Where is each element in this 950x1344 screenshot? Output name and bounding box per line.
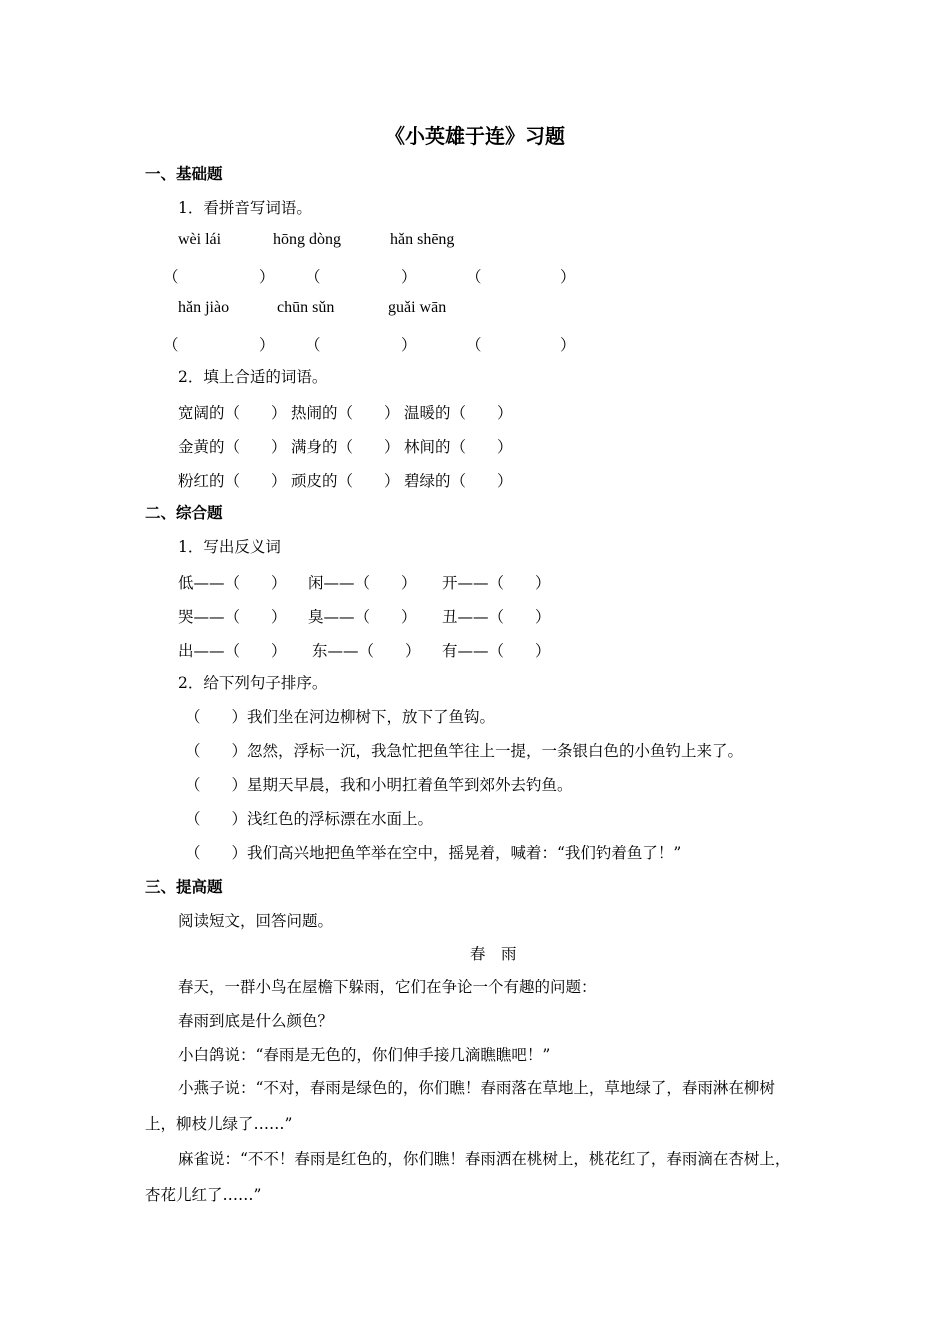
close-bracket: ） (259, 336, 275, 354)
open-bracket: （ (466, 336, 482, 354)
passage-paragraph: 春天，一群小鸟在屋檐下躲雨，它们在争论一个有趣的问题： (178, 978, 597, 996)
antonym-item: 开——（ ） (442, 574, 551, 592)
close-bracket: ） (560, 268, 576, 286)
fill-word-item: 满身的（ ） (291, 438, 400, 456)
close-bracket: ） (259, 268, 275, 286)
passage-paragraph: 小燕子说：“不对，春雨是绿色的，你们瞧！春雨落在草地上，草地绿了，春雨淋在柳树 (178, 1079, 775, 1097)
reading-intro: 阅读短文，回答问题。 (178, 912, 334, 930)
pinyin-item: hōng dòng (273, 231, 341, 248)
antonym-item: 闲——（ ） (308, 574, 417, 592)
fill-word-item: 金黄的（ ） (178, 438, 287, 456)
antonym-item: 臭——（ ） (308, 608, 417, 626)
pinyin-item: guǎi wān (388, 299, 447, 316)
page-title: 《小英雄于连》习题 (385, 124, 565, 148)
sentence-order-item: （ ）我们坐在河边柳树下，放下了鱼钩。 (185, 708, 496, 726)
fill-word-item: 粉红的（ ） (178, 472, 287, 490)
fill-word-item: 热闹的（ ） (291, 404, 400, 422)
passage-title: 春 雨 (470, 945, 517, 963)
antonym-item: 有——（ ） (442, 642, 551, 660)
fill-word-item: 顽皮的（ ） (291, 472, 400, 490)
pinyin-item: hǎn jiào (178, 299, 230, 316)
open-bracket: （ (163, 268, 179, 286)
section-heading-comprehensive: 二、综合题 (145, 503, 223, 522)
close-bracket: ） (560, 336, 576, 354)
pinyin-item: chūn sǔn (277, 299, 335, 316)
passage-paragraph: 小白鸽说：“春雨是无色的，你们伸手接几滴瞧瞧吧！” (178, 1046, 551, 1064)
open-bracket: （ (305, 336, 321, 354)
sentence-order-item: （ ）忽然，浮标一沉，我急忙把鱼竿往上一提，一条银白色的小鱼钓上来了。 (185, 742, 744, 760)
sentence-order-item: （ ）我们高兴地把鱼竿举在空中，摇晃着，喊着：“我们钓着鱼了！” (185, 844, 682, 862)
antonym-item: 丑——（ ） (442, 608, 551, 626)
section-heading-basic: 一、基础题 (145, 164, 223, 183)
passage-paragraph: 春雨到底是什么颜色？ (178, 1012, 334, 1030)
question-pinyin-prompt: 1．看拼音写词语。 (178, 199, 312, 217)
section-heading-advanced: 三、提高题 (145, 877, 223, 896)
question-antonyms-prompt: 1．写出反义词 (178, 538, 281, 556)
open-bracket: （ (466, 268, 482, 286)
sentence-order-item: （ ）浅红色的浮标漂在水面上。 (185, 810, 434, 828)
fill-word-item: 宽阔的（ ） (178, 404, 287, 422)
passage-paragraph-continuation: 杏花儿红了……” (145, 1186, 262, 1204)
pinyin-item: wèi lái (178, 231, 222, 248)
antonym-item: 低——（ ） (178, 574, 287, 592)
close-bracket: ） (401, 268, 417, 286)
question-fill-words-prompt: 2．填上合适的词语。 (178, 368, 328, 386)
close-bracket: ） (401, 336, 417, 354)
sentence-order-item: （ ）星期天早晨，我和小明扛着鱼竿到郊外去钓鱼。 (185, 776, 573, 794)
passage-paragraph: 麻雀说：“不不！春雨是红色的，你们瞧！春雨洒在桃树上，桃花红了，春雨滴在杏树上， (178, 1150, 791, 1168)
fill-word-item: 碧绿的（ ） (404, 472, 513, 490)
open-bracket: （ (305, 268, 321, 286)
question-sentence-order-prompt: 2．给下列句子排序。 (178, 674, 328, 692)
antonym-item: 哭——（ ） (178, 608, 287, 626)
fill-word-item: 林间的（ ） (404, 438, 513, 456)
fill-word-item: 温暖的（ ） (404, 404, 513, 422)
passage-paragraph-continuation: 上，柳枝儿绿了……” (145, 1115, 293, 1133)
antonym-item: 东——（ ） (312, 642, 421, 660)
open-bracket: （ (163, 336, 179, 354)
pinyin-item: hǎn shēng (390, 231, 455, 248)
antonym-item: 出——（ ） (178, 642, 287, 660)
